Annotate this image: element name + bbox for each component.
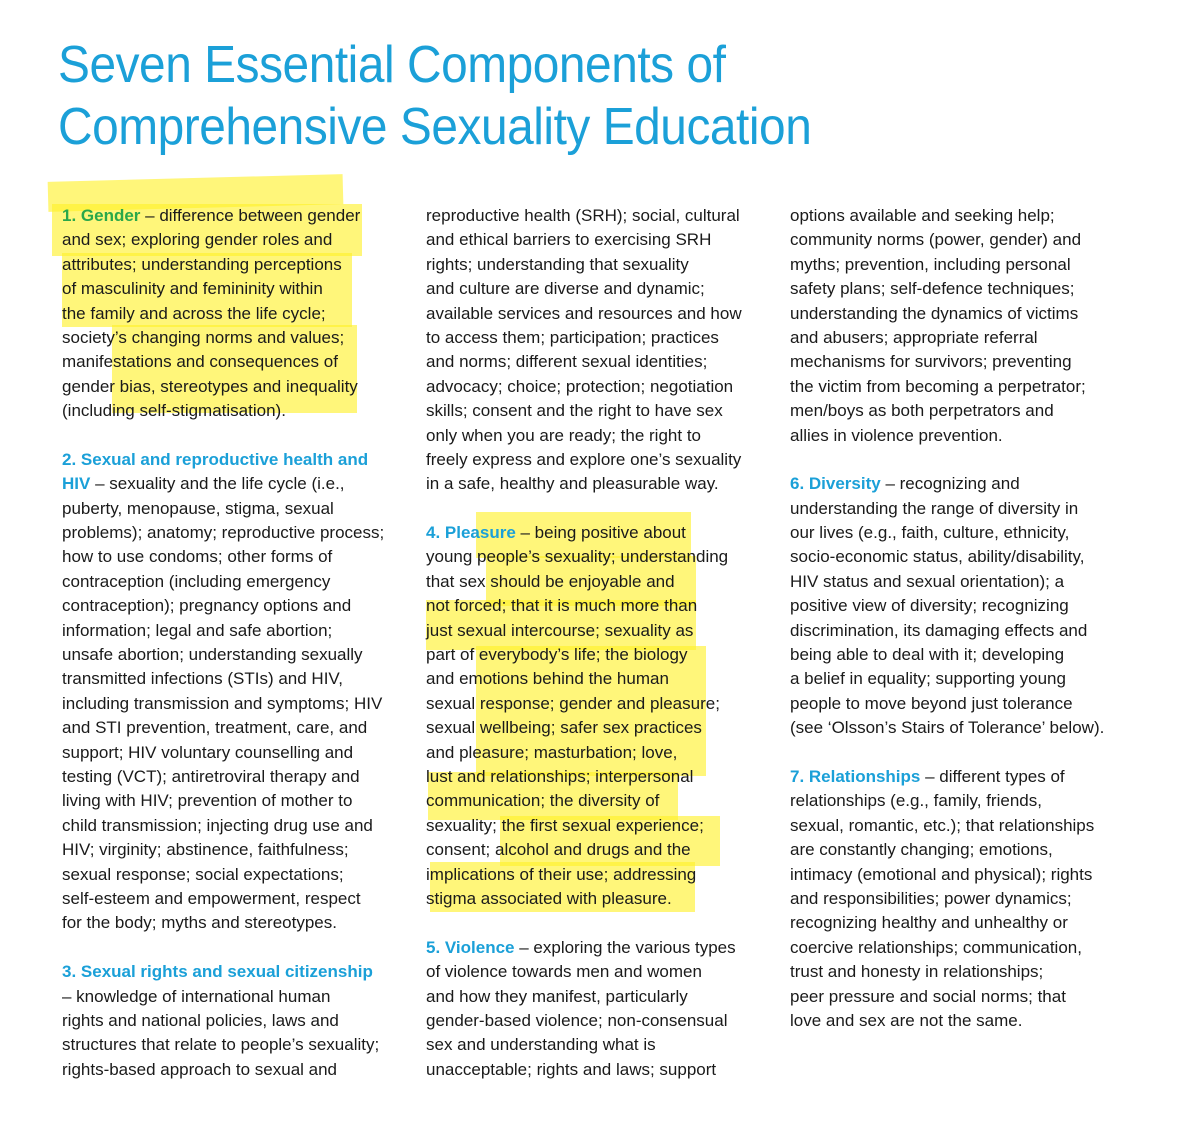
text-line [426, 594, 766, 618]
body-text: community norms (power, gender) and [790, 230, 1082, 250]
text-line [62, 570, 402, 594]
text-line [62, 472, 402, 496]
body-text: our lives (e.g., faith, culture, ethnicity, [790, 523, 1070, 543]
text-line [62, 741, 402, 765]
text-line [426, 887, 766, 911]
text-line [790, 472, 1130, 496]
body-text: the victim from becoming a perpetrator; [790, 376, 1086, 396]
text-line [62, 692, 402, 716]
text-line [790, 716, 1130, 740]
text-line [790, 204, 1130, 228]
text-line [790, 911, 1130, 935]
paragraph-gap [426, 911, 766, 935]
text-line [426, 399, 766, 423]
text-line [426, 424, 766, 448]
body-text: implications of their use; addressing [426, 864, 697, 884]
text-line [62, 667, 402, 691]
text-line [62, 302, 402, 326]
body-text: only when you are ready; the right to [426, 425, 701, 445]
text-line [62, 253, 402, 277]
text-line [790, 1009, 1130, 1033]
text-line [790, 424, 1130, 448]
text-line [790, 302, 1130, 326]
text-line [790, 838, 1130, 862]
body-text: and pleasure; masturbation; love, [426, 742, 678, 762]
body-text: safety plans; self-defence techniques; [790, 279, 1075, 299]
body-text: discrimination, its damaging effects and [790, 620, 1088, 640]
text-line [426, 277, 766, 301]
body-text: – being positive about [515, 523, 686, 543]
text-line [62, 814, 402, 838]
body-text: sex and understanding what is [426, 1035, 656, 1055]
body-text: of violence towards men and women [426, 962, 702, 982]
body-text: – recognizing and [880, 474, 1020, 494]
text-line [426, 692, 766, 716]
body-text: gender-based violence; non-consensual [426, 1010, 728, 1030]
text-line [790, 789, 1130, 813]
page-title-line-2: Comprehensive Sexuality Education [58, 98, 812, 156]
body-text: the family and across the life cycle; [62, 303, 326, 323]
body-text: that sex should be enjoyable and [426, 571, 675, 591]
section-heading: 2. Sexual and reproductive health and [62, 449, 369, 469]
body-text: intimacy (emotional and physical); rights [790, 864, 1093, 884]
body-text: how to use condoms; other forms of [62, 547, 333, 567]
text-line [62, 1058, 402, 1082]
text-line [790, 545, 1130, 569]
body-text: testing (VCT); antiretroviral therapy and [62, 766, 360, 786]
body-text: and sex; exploring gender roles and [62, 230, 333, 250]
body-text: peer pressure and social norms; that [790, 986, 1066, 1006]
body-text: sexual response; gender and pleasure; [426, 693, 720, 713]
paragraph-gap [62, 424, 402, 448]
body-text: reproductive health (SRH); social, cultural [426, 206, 740, 225]
body-text: rights; understanding that sexuality [426, 254, 689, 274]
body-text: and abusers; appropriate referral [790, 327, 1038, 347]
text-line [62, 497, 402, 521]
paragraph-gap [62, 936, 402, 960]
text-line [426, 960, 766, 984]
body-text: myths; prevention, including personal [790, 254, 1071, 274]
text-line [790, 936, 1130, 960]
body-text: options available and seeking help; [790, 206, 1055, 225]
body-text: to access them; participation; practices [426, 327, 719, 347]
text-line [426, 204, 766, 228]
section-heading: 1. Gender [62, 206, 141, 225]
text-line [790, 326, 1130, 350]
text-line [426, 1009, 766, 1033]
text-line [426, 985, 766, 1009]
body-text: part of everybody’s life; the biology [426, 645, 688, 665]
paragraph-gap [790, 448, 1130, 472]
text-line [426, 1058, 766, 1082]
text-line [426, 789, 766, 813]
text-line [426, 253, 766, 277]
text-line [790, 692, 1130, 716]
body-text: available services and resources and how [426, 303, 742, 323]
text-line [62, 350, 402, 374]
body-text: in a safe, healthy and pleasurable way. [426, 474, 719, 494]
section-heading: 4. Pleasure [426, 523, 516, 543]
section-heading: 3. Sexual rights and sexual citizenship [62, 962, 373, 982]
text-line [790, 521, 1130, 545]
text-line [790, 985, 1130, 1009]
body-text: relationships (e.g., family, friends, [790, 791, 1042, 811]
text-line [426, 350, 766, 374]
body-text: sexuality; the first sexual experience; [426, 815, 704, 835]
body-text: stigma associated with pleasure. [426, 888, 672, 908]
body-text: gender bias, stereotypes and inequality [62, 376, 358, 396]
body-text: consent; alcohol and drugs and the [426, 840, 691, 860]
text-line [426, 448, 766, 472]
text-line [790, 570, 1130, 594]
body-text: – different types of [920, 766, 1065, 786]
body-text: self-esteem and empowerment, respect [62, 888, 361, 908]
body-text: and emotions behind the human [426, 669, 669, 689]
body-text: problems); anatomy; reproductive process; [62, 523, 385, 543]
text-line [62, 326, 402, 350]
section-heading: 6. Diversity [790, 474, 881, 494]
text-line [62, 863, 402, 887]
text-line [426, 716, 766, 740]
text-line [62, 619, 402, 643]
body-text: a belief in equality; supporting young [790, 669, 1066, 689]
page-title-line-1: Seven Essential Components of [58, 36, 726, 94]
text-line [790, 814, 1130, 838]
body-text: communication; the diversity of [426, 791, 660, 811]
text-line [62, 277, 402, 301]
body-text: allies in violence prevention. [790, 425, 1003, 445]
text-line [790, 350, 1130, 374]
text-line [426, 863, 766, 887]
text-line [426, 570, 766, 594]
body-text: coercive relationships; communication, [790, 937, 1082, 957]
text-line [62, 887, 402, 911]
text-line [426, 545, 766, 569]
body-text: positive view of diversity; recognizing [790, 596, 1069, 616]
text-line [62, 228, 402, 252]
text-line [426, 326, 766, 350]
body-text: rights and national policies, laws and [62, 1010, 339, 1030]
text-line [426, 765, 766, 789]
body-text: for the body; myths and stereotypes. [62, 913, 337, 933]
text-line [426, 375, 766, 399]
text-line [62, 448, 402, 472]
text-line [790, 887, 1130, 911]
body-text: recognizing healthy and unhealthy or [790, 913, 1068, 933]
body-text: information; legal and safe abortion; [62, 620, 333, 640]
body-text: trust and honesty in relationships; [790, 962, 1044, 982]
body-text: contraception); pregnancy options and [62, 596, 352, 616]
text-line [790, 497, 1130, 521]
body-text: and culture are diverse and dynamic; [426, 279, 705, 299]
column-3 [790, 204, 1130, 1033]
body-text: – knowledge of international human [62, 986, 331, 1006]
paragraph-gap [426, 497, 766, 521]
text-line [790, 863, 1130, 887]
text-line [62, 765, 402, 789]
text-line [426, 302, 766, 326]
body-text: society’s changing norms and values; [62, 327, 345, 347]
paragraph-gap [790, 741, 1130, 765]
body-text: of masculinity and femininity within [62, 279, 323, 299]
text-line [62, 1033, 402, 1057]
body-text: HIV status and sexual orientation); a [790, 571, 1065, 591]
body-text: sexual response; social expectations; [62, 864, 344, 884]
body-text: rights-based approach to sexual and [62, 1059, 338, 1079]
text-line [426, 814, 766, 838]
body-text: child transmission; injecting drug use and [62, 815, 373, 835]
body-text: people to move beyond just tolerance [790, 693, 1073, 713]
body-text: sexual, romantic, etc.); that relationships [790, 815, 1095, 835]
text-line [426, 619, 766, 643]
body-text: not forced; that it is much more than [426, 596, 698, 616]
body-text: – exploring the various types [514, 937, 736, 957]
body-text: lust and relationships; interpersonal [426, 766, 694, 786]
text-line [790, 619, 1130, 643]
text-line [426, 838, 766, 862]
text-line [790, 253, 1130, 277]
body-text: skills; consent and the right to have sex [426, 401, 723, 421]
body-text: and responsibilities; power dynamics; [790, 888, 1072, 908]
body-text: manifestations and consequences of [62, 352, 338, 372]
body-text: love and sex are not the same. [790, 1010, 1023, 1030]
text-line [790, 667, 1130, 691]
text-line [62, 716, 402, 740]
body-text: and norms; different sexual identities; [426, 352, 708, 372]
text-line [62, 545, 402, 569]
text-line [426, 472, 766, 496]
text-line [62, 375, 402, 399]
text-line [62, 521, 402, 545]
body-text: support; HIV voluntary counselling and [62, 742, 354, 762]
text-line [790, 375, 1130, 399]
text-line [426, 521, 766, 545]
text-line [62, 789, 402, 813]
body-text: (including self-stigmatisation). [62, 401, 286, 421]
text-line [62, 838, 402, 862]
text-line [62, 643, 402, 667]
text-line [426, 741, 766, 765]
body-text: young people’s sexuality; understanding [426, 547, 729, 567]
body-text: understanding the dynamics of victims [790, 303, 1079, 323]
body-text: transmitted infections (STIs) and HIV, [62, 669, 343, 689]
body-text: and how they manifest, particularly [426, 986, 688, 1006]
body-text: puberty, menopause, stigma, sexual [62, 498, 334, 518]
text-line [62, 399, 402, 423]
body-text: just sexual intercourse; sexuality as [426, 620, 694, 640]
body-text: advocacy; choice; protection; negotiation [426, 376, 734, 396]
body-text: understanding the range of diversity in [790, 498, 1079, 518]
text-line [790, 960, 1130, 984]
text-line [790, 277, 1130, 301]
body-text: attributes; understanding perceptions [62, 254, 342, 274]
body-text: living with HIV; prevention of mother to [62, 791, 353, 811]
body-text: structures that relate to people’s sexuality; [62, 1035, 380, 1055]
body-text: and ethical barriers to exercising SRH [426, 230, 712, 250]
text-line [790, 643, 1130, 667]
body-text: mechanisms for survivors; preventing [790, 352, 1072, 372]
section-heading: 7. Relationships [790, 766, 921, 786]
body-text: are constantly changing; emotions, [790, 840, 1053, 860]
text-line [790, 594, 1130, 618]
text-line [62, 594, 402, 618]
body-text: men/boys as both perpetrators and [790, 401, 1054, 421]
body-text: (see ‘Olsson’s Stairs of Tolerance’ below). [790, 718, 1105, 738]
page-title [58, 34, 811, 158]
text-line [426, 643, 766, 667]
body-text: – difference between gender [140, 206, 361, 225]
text-line [426, 228, 766, 252]
text-line [62, 911, 402, 935]
body-text: and STI prevention, treatment, care, and [62, 718, 368, 738]
section-heading: HIV [62, 474, 91, 494]
body-text: freely express and explore one’s sexuality [426, 449, 742, 469]
body-text: socio-economic status, ability/disability, [790, 547, 1085, 567]
text-line [426, 936, 766, 960]
section-heading: 5. Violence [426, 937, 515, 957]
body-text: HIV; virginity; abstinence, faithfulness; [62, 840, 349, 860]
text-line [426, 1033, 766, 1057]
text-line [62, 985, 402, 1009]
text-line [790, 399, 1130, 423]
text-line [426, 667, 766, 691]
body-text: unacceptable; rights and laws; support [426, 1059, 717, 1079]
text-line [790, 228, 1130, 252]
body-text: sexual wellbeing; safer sex practices [426, 718, 702, 738]
text-line [62, 204, 402, 228]
column-2 [426, 204, 766, 1082]
column-1 [62, 204, 402, 1082]
body-text: unsafe abortion; understanding sexually [62, 645, 363, 665]
body-text: – sexuality and the life cycle (i.e., [90, 474, 345, 494]
text-line [62, 1009, 402, 1033]
body-text: being able to deal with it; developing [790, 645, 1065, 665]
text-line [790, 765, 1130, 789]
body-text: contraception (including emergency [62, 571, 331, 591]
text-line [62, 960, 402, 984]
body-text: including transmission and symptoms; HIV [62, 693, 383, 713]
